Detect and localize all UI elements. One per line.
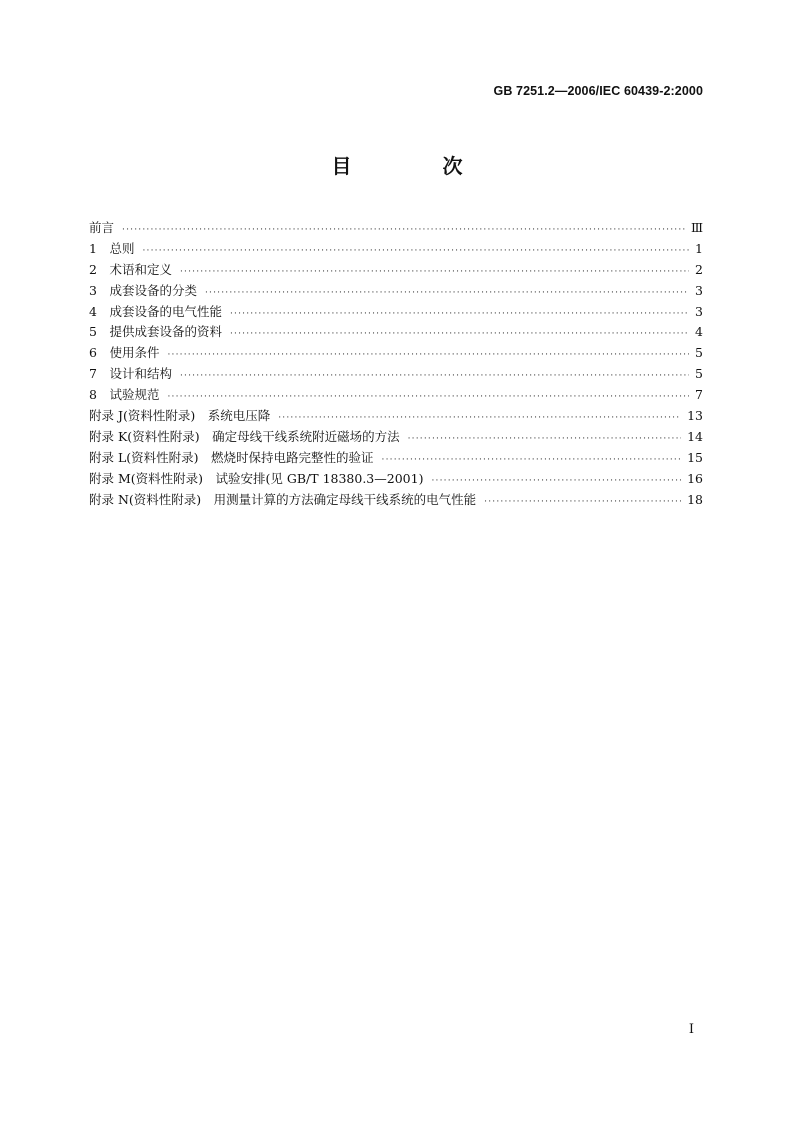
toc-entry-label: 2 术语和定义	[89, 261, 172, 277]
toc-entry-page: Ⅲ	[690, 220, 703, 235]
toc-leader-dots	[180, 262, 689, 283]
toc-entry-annex-j[interactable]	[89, 406, 703, 427]
toc-entry-page: 16	[687, 470, 703, 486]
toc-entry-page: 18	[687, 491, 703, 507]
toc-leader-dots	[278, 408, 681, 429]
toc-entry-page: 14	[687, 428, 703, 444]
toc-leader-dots	[180, 366, 689, 387]
toc-entry-label: 1 总则	[89, 240, 135, 256]
page-number: I	[688, 1022, 694, 1037]
toc-entry-page: 5	[695, 366, 703, 382]
toc-entry-7[interactable]	[89, 364, 703, 385]
toc-entry-8[interactable]	[89, 385, 703, 406]
toc-entry-page: 3	[695, 303, 703, 319]
toc-leader-dots	[484, 492, 681, 513]
toc-entry-label: 附录 L(资料性附录) 燃烧时保持电路完整性的验证	[89, 449, 374, 465]
standard-code: GB 7251.2—2006/IEC 60439-2:2000	[493, 84, 703, 98]
toc-leader-dots	[230, 304, 689, 325]
toc-entry-label: 附录 J(资料性附录) 系统电压降	[89, 408, 271, 424]
toc-entry-page: 1	[695, 240, 703, 256]
toc-entry-label: 前言	[89, 220, 115, 235]
toc-entry-label: 附录 K(资料性附录) 确定母线干线系统附近磁场的方法	[89, 428, 400, 444]
page-title: 目 次	[331, 154, 505, 178]
toc-entry-label: 4 成套设备的电气性能	[89, 303, 222, 319]
toc-leader-dots	[142, 241, 689, 262]
toc-leader-dots	[122, 220, 685, 241]
toc-entry-label: 附录 N(资料性附录) 用测量计算的方法确定母线干线系统的电气性能	[89, 491, 477, 507]
toc-leader-dots	[167, 387, 689, 408]
toc-entry-page: 7	[695, 387, 703, 403]
toc-entry-page: 4	[695, 324, 703, 340]
toc-entry-label: 6 使用条件	[89, 345, 160, 361]
toc-entry-label: 7 设计和结构	[89, 366, 172, 382]
toc-leader-dots	[431, 471, 681, 492]
toc-entry-page: 15	[687, 449, 703, 465]
toc-entry-page: 13	[687, 408, 703, 424]
toc-entry-annex-l[interactable]	[89, 448, 703, 469]
toc-leader-dots	[408, 429, 682, 450]
toc-entry-label: 8 试验规范	[89, 387, 160, 403]
toc-entry-label: 3 成套设备的分类	[89, 282, 197, 298]
toc-entry-6[interactable]	[89, 343, 703, 364]
toc-entry-label: 附录 M(资料性附录) 试验安排(见 GB/T 18380.3—2001)	[89, 470, 424, 486]
toc-entry-page: 3	[695, 282, 703, 298]
toc-leader-dots	[205, 283, 689, 304]
toc-entry-page: 5	[695, 345, 703, 361]
toc-entry-2[interactable]	[89, 260, 703, 281]
table-of-contents	[89, 218, 703, 510]
toc-entry-label: 5 提供成套设备的资料	[89, 324, 222, 340]
toc-entry-5[interactable]	[89, 322, 703, 343]
toc-entry-4[interactable]	[89, 302, 703, 323]
toc-entry-3[interactable]	[89, 281, 703, 302]
toc-entry-page: 2	[695, 261, 703, 277]
toc-leader-dots	[230, 324, 689, 345]
toc-entry-foreword[interactable]	[89, 218, 703, 239]
toc-leader-dots	[382, 450, 682, 471]
toc-entry-annex-m[interactable]	[89, 469, 703, 490]
toc-entry-annex-k[interactable]	[89, 427, 703, 448]
toc-leader-dots	[167, 345, 689, 366]
toc-entry-annex-n[interactable]	[89, 490, 703, 511]
toc-entry-1[interactable]	[89, 239, 703, 260]
